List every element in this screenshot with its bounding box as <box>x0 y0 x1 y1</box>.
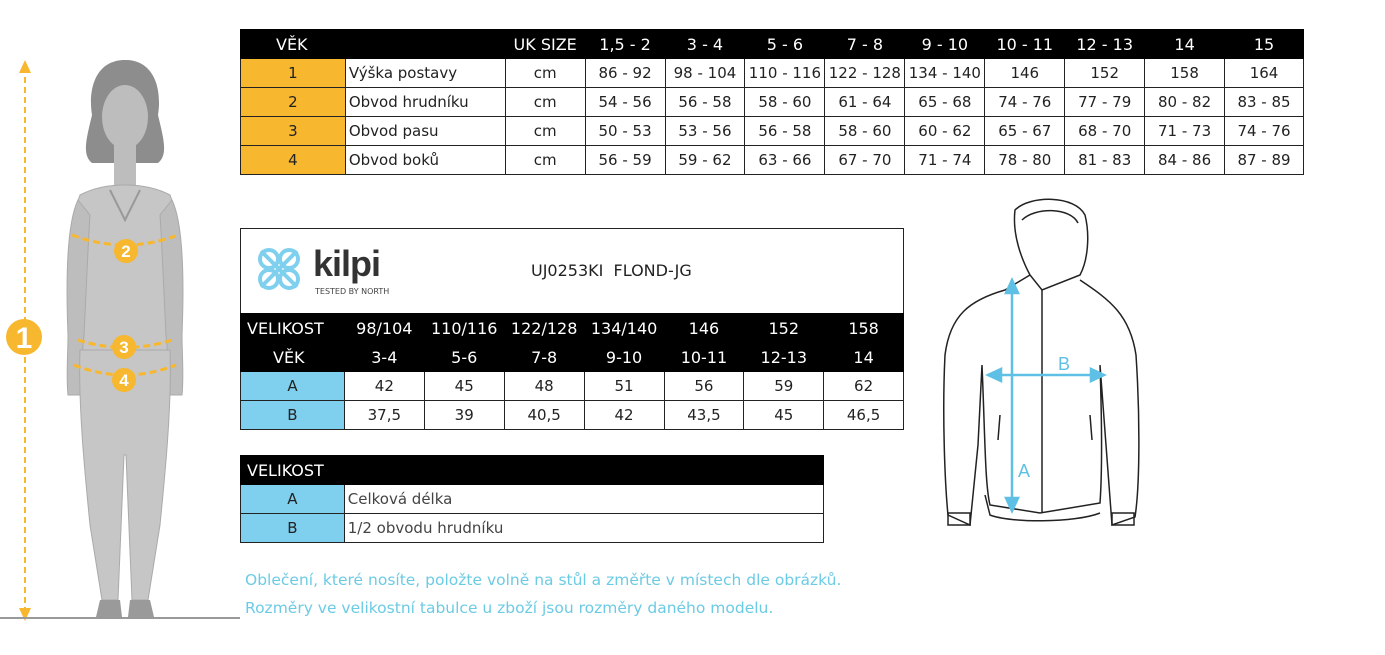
brand-tagline: TESTED BY NORTH <box>315 287 390 296</box>
row-label: B <box>241 514 345 543</box>
row-unit: cm <box>505 59 585 88</box>
header-cell: 1,5 - 2 <box>585 30 665 59</box>
table-cell: 122 - 128 <box>825 59 905 88</box>
age-cell: 9-10 <box>584 343 664 372</box>
table-cell: 61 - 64 <box>825 88 905 117</box>
table-cell: 74 - 76 <box>1225 117 1304 146</box>
row-text: 1/2 obvodu hrudníku <box>344 514 823 543</box>
header-cell: 7 - 8 <box>825 30 905 59</box>
table-cell: 48 <box>504 372 584 401</box>
table-cell: 87 - 89 <box>1225 146 1304 175</box>
size-cell: 122/128 <box>504 314 584 343</box>
marker-2-text: 2 <box>121 242 131 261</box>
table-cell: 58 - 60 <box>825 117 905 146</box>
table-cell: 110 - 116 <box>745 59 825 88</box>
header-cell: 12 - 13 <box>1065 30 1145 59</box>
table-cell: 152 <box>1065 59 1145 88</box>
row-text: Celková délka <box>344 485 823 514</box>
table-row <box>241 485 824 514</box>
marker-3-text: 3 <box>119 338 129 357</box>
table-cell: 56 - 58 <box>745 117 825 146</box>
row-unit: cm <box>505 146 585 175</box>
row-number: 4 <box>241 146 346 175</box>
size-label: VELIKOST <box>241 314 345 343</box>
table-cell: 54 - 56 <box>585 88 665 117</box>
legend-title: VELIKOST <box>241 456 824 485</box>
table-cell: 43,5 <box>664 401 744 430</box>
product-size-table <box>240 313 904 430</box>
table-row <box>241 88 1304 117</box>
header-cell: 14 <box>1145 30 1225 59</box>
legend-header <box>241 456 824 485</box>
jacket-marker-a: A <box>1018 461 1031 481</box>
table-row <box>241 117 1304 146</box>
note-line-1: Oblečení, které nosíte, položte volně na stůl a změřte v místech dle obrázků. <box>245 571 842 589</box>
age-cell: 3-4 <box>344 343 424 372</box>
table-cell: 56 <box>664 372 744 401</box>
table-cell: 65 - 67 <box>985 117 1065 146</box>
table-cell: 77 - 79 <box>1065 88 1145 117</box>
table-cell: 71 - 74 <box>905 146 985 175</box>
table-cell: 65 - 68 <box>905 88 985 117</box>
table-cell: 63 - 66 <box>745 146 825 175</box>
table-cell: 60 - 62 <box>905 117 985 146</box>
row-label: A <box>241 485 345 514</box>
table-cell: 53 - 56 <box>665 117 745 146</box>
size-cell: 110/116 <box>424 314 504 343</box>
table-cell: 59 - 62 <box>665 146 745 175</box>
header-cell <box>345 30 505 59</box>
size-cell: 98/104 <box>344 314 424 343</box>
age-row <box>241 343 904 372</box>
table-cell: 80 - 82 <box>1145 88 1225 117</box>
table-cell: 51 <box>584 372 664 401</box>
marker-1-text: 1 <box>15 322 33 355</box>
age-cell: 12-13 <box>744 343 824 372</box>
age-label: VĚK <box>241 343 345 372</box>
table-cell: 86 - 92 <box>585 59 665 88</box>
table-cell: 40,5 <box>504 401 584 430</box>
header-cell: 9 - 10 <box>905 30 985 59</box>
row-number: 2 <box>241 88 346 117</box>
header-cell: 10 - 11 <box>985 30 1065 59</box>
row-label: Obvod boků <box>345 146 505 175</box>
size-chart-table <box>240 29 1304 175</box>
size-chart-header <box>241 30 1304 59</box>
size-row <box>241 314 904 343</box>
row-label: A <box>241 372 345 401</box>
table-cell: 59 <box>744 372 824 401</box>
kilpi-knot-logo-icon <box>251 241 307 297</box>
table-cell: 164 <box>1225 59 1304 88</box>
size-cell: 152 <box>744 314 824 343</box>
table-cell: 56 - 58 <box>665 88 745 117</box>
table-cell: 74 - 76 <box>985 88 1065 117</box>
age-cell: 5-6 <box>424 343 504 372</box>
table-cell: 68 - 70 <box>1065 117 1145 146</box>
size-cell: 146 <box>664 314 744 343</box>
table-row <box>241 372 904 401</box>
table-cell: 37,5 <box>344 401 424 430</box>
row-label: Obvod pasu <box>345 117 505 146</box>
table-cell: 71 - 73 <box>1145 117 1225 146</box>
header-cell: 5 - 6 <box>745 30 825 59</box>
jacket-marker-b: B <box>1058 354 1071 374</box>
table-row <box>241 514 824 543</box>
table-cell: 45 <box>424 372 504 401</box>
age-cell: 10-11 <box>664 343 744 372</box>
row-unit: cm <box>505 88 585 117</box>
row-label: Výška postavy <box>345 59 505 88</box>
product-code: UJ0253KI FLOND-JG <box>531 261 692 280</box>
marker-4-text: 4 <box>119 371 129 390</box>
table-cell: 56 - 59 <box>585 146 665 175</box>
brand-name: kilpi <box>313 243 381 284</box>
header-cell: UK SIZE <box>505 30 585 59</box>
row-label: Obvod hrudníku <box>345 88 505 117</box>
table-cell: 81 - 83 <box>1065 146 1145 175</box>
table-cell: 78 - 80 <box>985 146 1065 175</box>
table-cell: 45 <box>744 401 824 430</box>
table-cell: 158 <box>1145 59 1225 88</box>
row-number: 1 <box>241 59 346 88</box>
size-cell: 158 <box>824 314 904 343</box>
product-header-box <box>240 228 904 314</box>
table-cell: 84 - 86 <box>1145 146 1225 175</box>
row-unit: cm <box>505 117 585 146</box>
age-cell: 14 <box>824 343 904 372</box>
body-figure-illustration <box>0 55 240 625</box>
table-row <box>241 401 904 430</box>
header-cell: VĚK <box>241 30 346 59</box>
table-cell: 58 - 60 <box>745 88 825 117</box>
table-cell: 83 - 85 <box>1225 88 1304 117</box>
header-cell: 15 <box>1225 30 1304 59</box>
table-cell: 46,5 <box>824 401 904 430</box>
age-cell: 7-8 <box>504 343 584 372</box>
table-cell: 67 - 70 <box>825 146 905 175</box>
table-cell: 62 <box>824 372 904 401</box>
table-row <box>241 146 1304 175</box>
jacket-illustration <box>930 195 1150 545</box>
table-cell: 134 - 140 <box>905 59 985 88</box>
table-cell: 39 <box>424 401 504 430</box>
header-cell: 3 - 4 <box>665 30 745 59</box>
row-number: 3 <box>241 117 346 146</box>
table-cell: 98 - 104 <box>665 59 745 88</box>
table-cell: 146 <box>985 59 1065 88</box>
table-cell: 42 <box>344 372 424 401</box>
table-cell: 50 - 53 <box>585 117 665 146</box>
legend-table <box>240 455 824 543</box>
size-cell: 134/140 <box>584 314 664 343</box>
row-label: B <box>241 401 345 430</box>
table-row <box>241 59 1304 88</box>
note-line-2: Rozměry ve velikostní tabulce u zboží jsou rozměry daného modelu. <box>245 599 774 617</box>
table-cell: 42 <box>584 401 664 430</box>
